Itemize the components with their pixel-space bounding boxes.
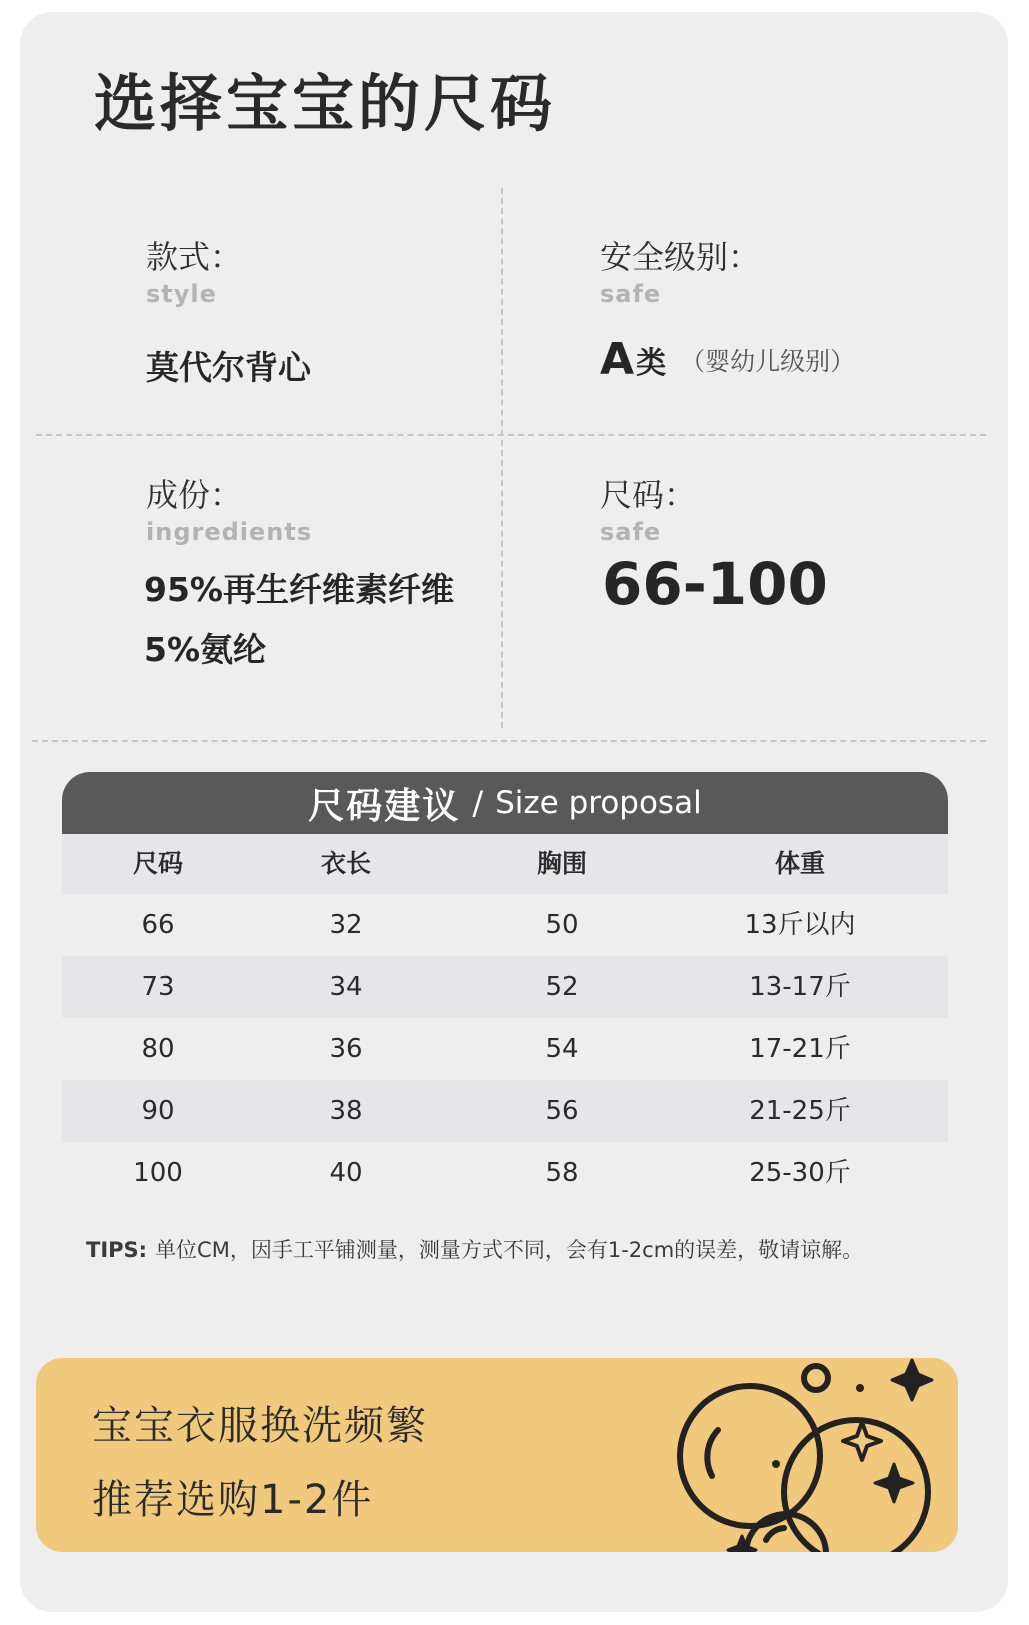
style-value: 莫代尔背心 [146, 348, 311, 387]
banner-line-2: 推荐选购1-2件 [92, 1477, 374, 1523]
page-title: 选择宝宝的尺码 [94, 67, 557, 140]
tips-text: 单位CM，因手工平铺测量，测量方式不同，会有1-2cm的误差，敬请谅解。 [155, 1238, 864, 1262]
safety-grade-suffix: 类 [636, 346, 667, 381]
cell-size: 73 [141, 972, 175, 1002]
size-table-title-separator: / [472, 784, 484, 822]
cell-length: 36 [329, 1034, 363, 1064]
table-header-row [62, 834, 948, 894]
recommendation-banner [36, 1358, 958, 1552]
cell-chest: 56 [545, 1096, 579, 1126]
size-range-value: 66-100 [602, 550, 828, 618]
cell-size: 90 [141, 1096, 175, 1126]
size-label: 尺码： [600, 476, 697, 514]
table-row [62, 1018, 948, 1080]
safety-note: （婴幼儿级别） [680, 347, 856, 376]
table-row [62, 956, 948, 1018]
table-row [62, 1080, 948, 1142]
style-sublabel: style [146, 280, 217, 308]
tips-note [86, 1234, 863, 1264]
ingredients-line-1: 95%再生纤维素纤维 [144, 570, 454, 609]
size-table-title-en: Size proposal [495, 785, 702, 821]
size-table [62, 834, 948, 1204]
cell-weight: 25-30斤 [749, 1158, 851, 1188]
style-info [146, 232, 242, 308]
banner-line-1: 宝宝衣服换洗频繁 [92, 1403, 428, 1449]
column-header-size: 尺码 [132, 849, 184, 878]
cell-weight: 21-25斤 [749, 1096, 851, 1126]
grid-divider-bottom [32, 740, 986, 742]
cell-weight: 17-21斤 [749, 1034, 851, 1064]
safety-info [600, 232, 760, 308]
cell-length: 38 [329, 1096, 363, 1126]
table-row [62, 1142, 948, 1204]
cell-chest: 52 [545, 972, 579, 1002]
cell-chest: 54 [545, 1034, 579, 1064]
column-header-weight: 体重 [774, 849, 826, 878]
column-header-length: 衣长 [320, 849, 372, 878]
size-guide-card [20, 12, 1008, 1612]
style-label: 款式： [146, 238, 243, 276]
size-sublabel: safe [600, 518, 662, 546]
safety-label: 安全级别： [600, 238, 761, 276]
size-table-header [62, 772, 948, 834]
cell-size: 80 [141, 1034, 175, 1064]
cell-size: 100 [133, 1158, 183, 1188]
cell-weight: 13斤以内 [744, 910, 856, 940]
cell-length: 40 [329, 1158, 363, 1188]
ingredients-line-2: 5%氨纶 [144, 630, 267, 669]
size-info [600, 470, 696, 546]
grid-divider-horizontal [36, 434, 986, 436]
cell-length: 32 [329, 910, 363, 940]
column-header-chest: 胸围 [536, 849, 588, 878]
cell-chest: 58 [545, 1158, 579, 1188]
safety-value [600, 334, 856, 385]
bubbles-sparkle-icon [666, 1358, 956, 1552]
size-table-title: 尺码建议 [308, 785, 461, 827]
ingredients-label: 成份： [146, 476, 243, 514]
cell-size: 66 [141, 910, 175, 940]
cell-weight: 13-17斤 [749, 972, 851, 1002]
grid-divider-vertical [501, 188, 503, 728]
cell-chest: 50 [545, 910, 579, 940]
ingredients-sublabel: ingredients [146, 518, 313, 546]
cell-length: 34 [329, 972, 363, 1002]
safety-grade: A [600, 334, 635, 385]
tips-label: TIPS: [86, 1238, 148, 1262]
table-row [62, 894, 948, 956]
safety-sublabel: safe [600, 280, 662, 308]
ingredients-info [146, 470, 312, 546]
